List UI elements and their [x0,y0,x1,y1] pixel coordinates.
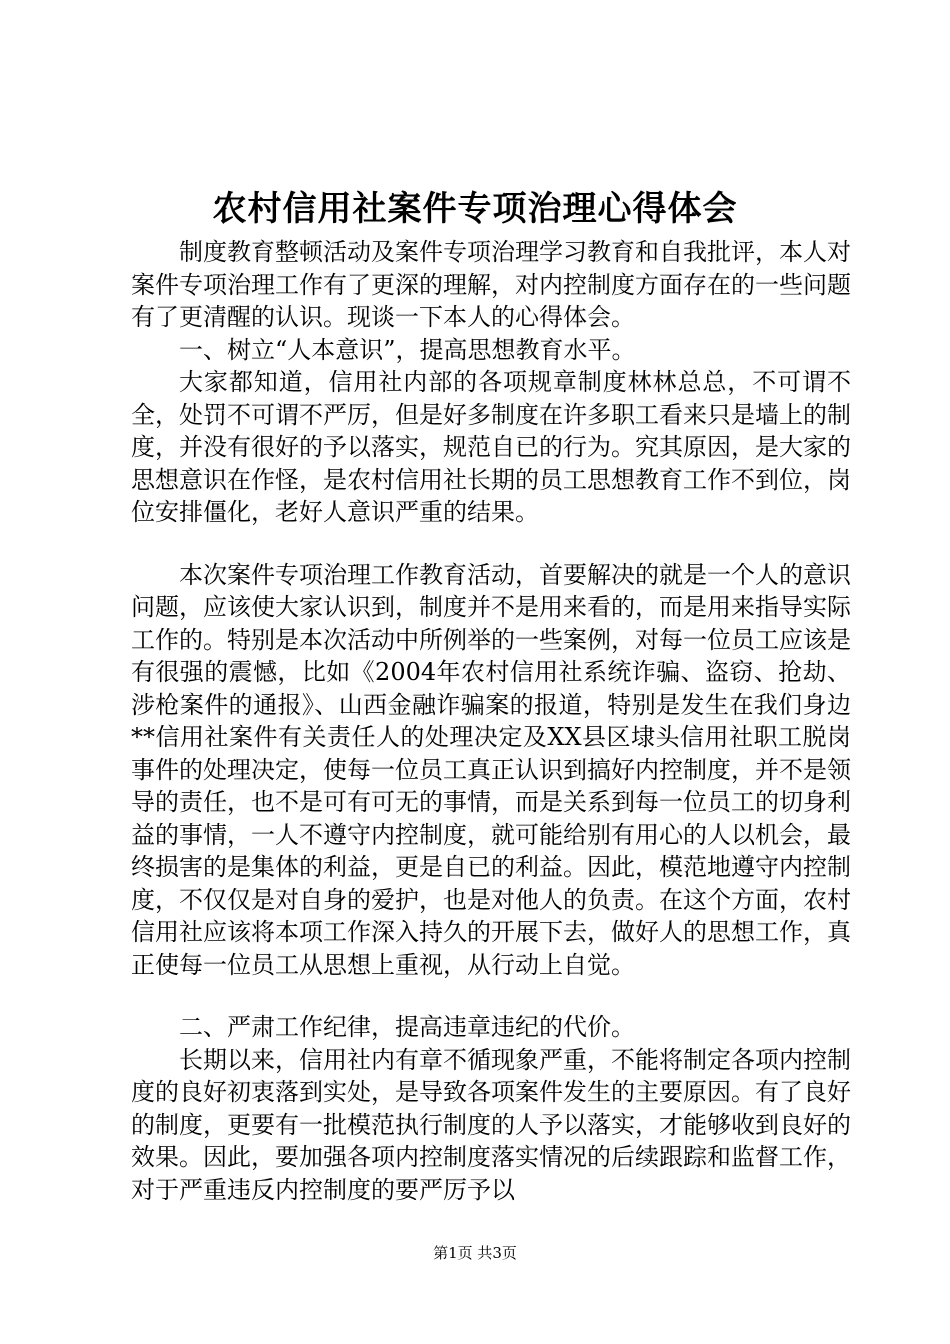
paragraph-section-1-b: 本次案件专项治理工作教育活动，首要解决的就是一个人的意识问题，应该使大家认识到，制度并不是用来看的，而是用来指导实际工作的。特别是本次活动中所例举的一些案例，对每一位员工应该是有很强的震憾，比如《2004年农村信用社系统诈骗、盗窃、抢劫、涉枪案件的通报》、山西金融诈骗案的报道，特别是发生在我们身边**信用社案件有关责任人的处理决定及XX县区埭头信用社职工脱岗事件的处理决定，使每一位员工真正认识到搞好内控制度，并不是领导的责任，也不是可有可无的事情，而是关系到每一位员工的切身利益的事情，一人不遵守内控制度，就可能给别有用心的人以机会，最终损害的是集体的利益，更是自已的利益。因此，模范地遵守内控制度，不仅仅是对自身的爱护，也是对他人的负责。在这个方面，农村信用社应该将本项工作深入持久的开展下去，做好人的思想工作，真正使每一位员工从思想上重视，从行动上自觉。 [131,560,851,979]
paragraph-section-2-a: 长期以来，信用社内有章不循现象严重，不能将制定各项内控制度的良好初衷落到实处，是导致各项案件发生的主要原因。有了良好的制度，更要有一批模范执行制度的人予以落实，才能够收到良好的效果。因此，要加强各项内控制度落实情况的后续跟踪和监督工作，对于严重违反内控制度的要严厉予以 [131,1045,851,1204]
paragraph-gap [131,981,851,1011]
section-heading-1: 一、树立“人本意识”，提高思想教育水平。 [179,335,636,364]
paragraph-intro: 制度教育整顿活动及案件专项治理学习教育和自我批评，本人对案件专项治理工作有了更深的理解，对内控制度方面存在的一些问题有了更清醒的认识。现谈一下本人的心得体会。 [131,238,851,331]
paragraph-gap [131,529,851,559]
page-title: 农村信用社案件专项治理心得体会 [212,189,738,229]
document-body [131,236,851,1206]
paragraph-section-1-a: 大家都知道，信用社内部的各项规章制度林林总总，不可谓不全，处罚不可谓不严厉，但是好多制度在许多职工看来只是墙上的制度，并没有很好的予以落实，规范自已的行为。究其原因，是大家的思想意识在作怪，是农村信用社长期的员工思想教育工作不到位，岗位安排僵化，老好人意识严重的结果。 [131,368,851,526]
page-number-footer: 第1页 共3页 [433,1244,517,1262]
section-heading-2: 二、严肃工作纪律，提高违章违纪的代价。 [179,1013,635,1041]
